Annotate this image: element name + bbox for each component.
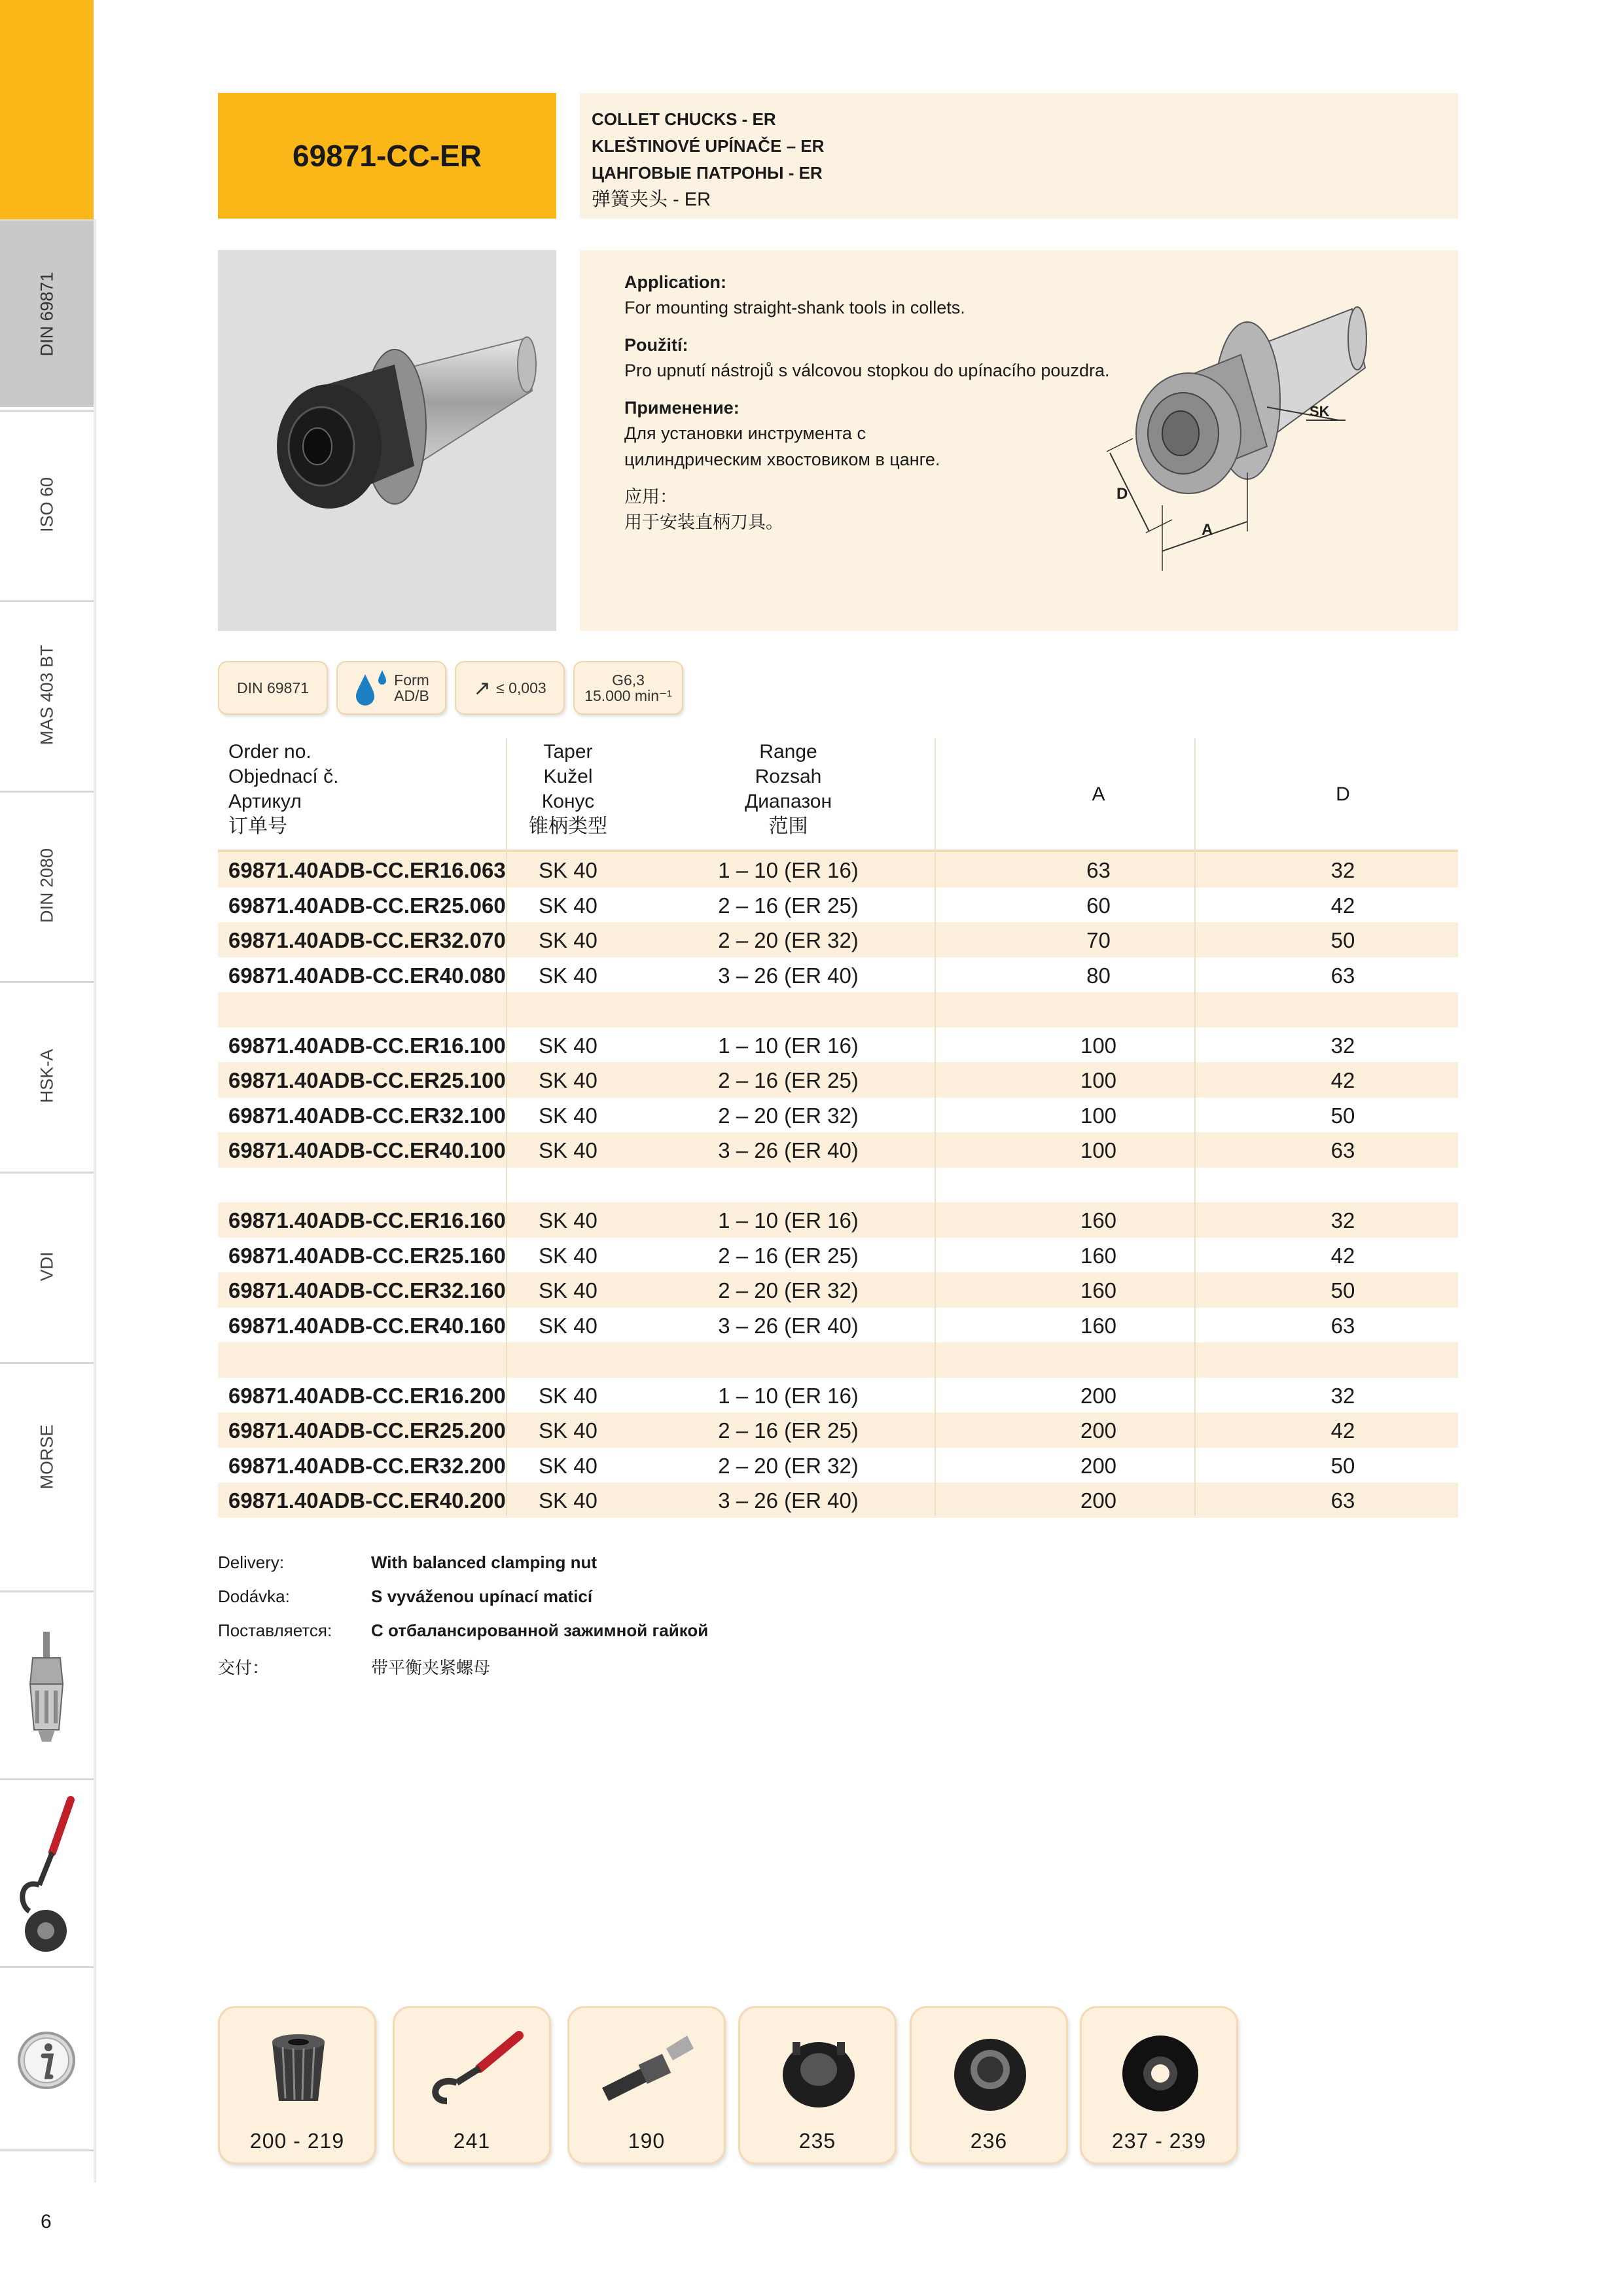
delivery-label: Delivery: — [218, 1552, 285, 1572]
header-taper-zh: 锥柄类型 — [529, 816, 607, 837]
cell-taper: SK 40 — [539, 1313, 597, 1338]
accessory-balanced-nut[interactable] — [1080, 2006, 1238, 2164]
application-text-en: For mounting straight-shank tools in collets. — [624, 298, 965, 317]
product-table — [218, 738, 1458, 1518]
accessory-clamping-nut-2[interactable] — [910, 2006, 1068, 2164]
cell-a: 100 — [1080, 1138, 1117, 1162]
clamping-nut-icon — [766, 2022, 871, 2121]
cell-order: 69871.40ADB-CC.ER32.200 — [228, 1453, 506, 1478]
cell-a: 100 — [1080, 1033, 1117, 1058]
table-body — [218, 852, 1458, 1518]
sidebar-tab-label: DIN 69871 — [37, 272, 56, 357]
cell-range: 1 – 10 (ER 16) — [718, 1033, 859, 1058]
application-text — [624, 270, 1122, 535]
sidebar-divider — [94, 219, 96, 2183]
clamping-nut-icon — [938, 2022, 1043, 2121]
header-order-cz: Objednací č. — [228, 766, 339, 787]
cell-d: 42 — [1330, 893, 1355, 918]
delivery-label: 交付： — [218, 1658, 270, 1677]
sidebar-tab-label: DIN 2080 — [37, 848, 56, 924]
cell-order: 69871.40ADB-CC.ER40.080 — [228, 963, 506, 988]
table-header — [218, 738, 1458, 852]
application-heading-zh: 应用： — [624, 487, 677, 507]
cell-order: 69871.40ADB-CC.ER32.160 — [228, 1278, 506, 1302]
table-row — [218, 1238, 1458, 1273]
badge-balance-grade: G6,3 — [612, 672, 645, 689]
delivery-row-en — [218, 1552, 1003, 1585]
balanced-nut-icon — [1108, 2022, 1213, 2121]
accessory-pages: 241 — [453, 2129, 491, 2153]
header-range — [630, 738, 946, 850]
cell-d: 50 — [1330, 1103, 1355, 1128]
accessory-pages: 237 - 239 — [1111, 2129, 1207, 2153]
cell-d: 42 — [1330, 1418, 1355, 1443]
cell-order: 69871.40ADB-CC.ER25.200 — [228, 1418, 506, 1443]
cell-taper: SK 40 — [539, 1068, 597, 1092]
cell-taper: SK 40 — [539, 1418, 597, 1443]
sidebar-tab-wrench[interactable] — [0, 1778, 94, 1966]
sidebar-tab-info[interactable] — [0, 1966, 94, 2151]
badge-din: DIN 69871 — [218, 661, 328, 715]
cell-d: 50 — [1330, 928, 1355, 952]
delivery-row-ru — [218, 1621, 1003, 1653]
table-row — [218, 1448, 1458, 1483]
table-row — [218, 1028, 1458, 1063]
sidebar-tab[interactable] — [0, 219, 94, 407]
sidebar-tab[interactable] — [0, 981, 94, 1169]
badge-form — [336, 661, 446, 715]
header-range-ru: Диапазон — [744, 791, 832, 812]
accessory-pages: 200 - 219 — [249, 2129, 345, 2153]
cell-a: 200 — [1080, 1488, 1117, 1513]
cell-a: 160 — [1080, 1208, 1117, 1232]
application-heading-ru: Применение: — [624, 398, 740, 418]
cell-order: 69871.40ADB-CC.ER25.100 — [228, 1068, 506, 1092]
drill-chuck-icon — [0, 1592, 94, 1780]
sidebar-tab[interactable] — [0, 410, 94, 598]
delivery-row-zh — [218, 1655, 1003, 1687]
table-row — [218, 922, 1458, 958]
sidebar-tab-label: VDI — [37, 1251, 56, 1282]
header-taper-ru: Конус — [541, 791, 595, 812]
product-code: 69871-CC-ER — [218, 93, 556, 219]
wrench-and-nut-icon — [0, 1780, 94, 1968]
drawing-label-a: A — [1202, 521, 1213, 539]
cell-a: 160 — [1080, 1243, 1117, 1268]
header-order — [228, 738, 510, 850]
cell-d: 63 — [1330, 1138, 1355, 1162]
cell-a: 200 — [1080, 1453, 1117, 1478]
cell-taper: SK 40 — [539, 1033, 597, 1058]
cell-range: 2 – 20 (ER 32) — [718, 1103, 859, 1128]
cell-a: 63 — [1086, 858, 1111, 882]
drawing-label-d: D — [1116, 485, 1128, 503]
cell-taper: SK 40 — [539, 963, 597, 988]
sidebar-tab-drill-chuck[interactable] — [0, 1590, 94, 1778]
cell-d: 63 — [1330, 1488, 1355, 1513]
application-text-cz: Pro upnutí nástrojů s válcovou stopkou do upínacího pouzdra. — [624, 361, 1110, 380]
cell-range: 3 – 26 (ER 40) — [718, 1488, 859, 1513]
product-title-block — [580, 93, 1458, 219]
cell-range: 2 – 16 (ER 25) — [718, 1068, 859, 1092]
header-order-en: Order no. — [228, 741, 312, 762]
cell-order: 69871.40ADB-CC.ER16.160 — [228, 1208, 506, 1232]
cell-taper: SK 40 — [539, 858, 597, 882]
cell-taper: SK 40 — [539, 1138, 597, 1162]
title-line-en: COLLET CHUCKS - ER — [592, 109, 776, 129]
cell-taper: SK 40 — [539, 928, 597, 952]
table-row — [218, 1062, 1458, 1098]
header-taper — [506, 738, 630, 850]
column-divider — [1194, 738, 1196, 1516]
accessory-wrench[interactable] — [393, 2006, 551, 2164]
cell-range: 3 – 26 (ER 40) — [718, 1313, 859, 1338]
cell-a: 200 — [1080, 1383, 1117, 1408]
table-row — [218, 1378, 1458, 1413]
badge-balance-speed: 15.000 min⁻¹ — [584, 687, 672, 704]
badge-form-line1: Form — [394, 672, 429, 689]
collet-chuck-photo-icon — [218, 250, 556, 631]
wrench-icon — [421, 2022, 526, 2121]
cell-d: 42 — [1330, 1068, 1355, 1092]
cell-range: 3 – 26 (ER 40) — [718, 1138, 859, 1162]
accessory-pull-stud[interactable] — [567, 2006, 726, 2164]
accessory-pages: 236 — [970, 2129, 1008, 2153]
sidebar-tab-label: ISO 60 — [37, 476, 56, 533]
cell-d: 32 — [1330, 1033, 1355, 1058]
badge-form-line2: AD/B — [394, 687, 429, 704]
table-row — [218, 1202, 1458, 1238]
table-row — [218, 1132, 1458, 1168]
cell-order: 69871.40ADB-CC.ER32.100 — [228, 1103, 506, 1128]
cell-order: 69871.40ADB-CC.ER16.100 — [228, 1033, 506, 1058]
delivery-value: 带平衡夹紧螺母 — [371, 1658, 491, 1677]
cell-d: 63 — [1330, 963, 1355, 988]
header-taper-en: Taper — [543, 741, 593, 762]
cell-d: 32 — [1330, 858, 1355, 882]
pull-stud-icon — [596, 2022, 700, 2121]
sidebar-tab-label: HSK-A — [37, 1049, 56, 1103]
runout-arrow-icon: ↗ — [473, 676, 491, 700]
header-range-cz: Rozsah — [755, 766, 822, 787]
table-row — [218, 1098, 1458, 1133]
application-text-zh: 用于安装直柄刀具。 — [624, 512, 783, 532]
cell-taper: SK 40 — [539, 1278, 597, 1302]
cell-order: 69871.40ADB-CC.ER25.160 — [228, 1243, 506, 1268]
cell-range: 1 – 10 (ER 16) — [718, 1383, 859, 1408]
cell-range: 2 – 16 (ER 25) — [718, 893, 859, 918]
accessory-pages: 235 — [798, 2129, 836, 2153]
cell-range: 2 – 20 (ER 32) — [718, 1453, 859, 1478]
cell-a: 160 — [1080, 1313, 1117, 1338]
cell-range: 2 – 20 (ER 32) — [718, 928, 859, 952]
badge-balance — [573, 661, 683, 715]
table-row — [218, 958, 1458, 993]
cell-d: 32 — [1330, 1383, 1355, 1408]
table-row — [218, 888, 1458, 923]
header-order-zh: 订单号 — [228, 816, 287, 837]
cell-taper: SK 40 — [539, 893, 597, 918]
cell-taper: SK 40 — [539, 1453, 597, 1478]
cell-d: 63 — [1330, 1313, 1355, 1338]
cell-range: 3 – 26 (ER 40) — [718, 963, 859, 988]
accessory-pages: 190 — [628, 2129, 666, 2153]
sidebar-tab[interactable] — [0, 791, 94, 978]
delivery-row-cz — [218, 1587, 1003, 1619]
sidebar-accent — [0, 0, 94, 219]
cell-order: 69871.40ADB-CC.ER40.160 — [228, 1313, 506, 1338]
delivery-label: Поставляется: — [218, 1621, 332, 1640]
collet-icon — [246, 2022, 351, 2121]
cell-range: 1 – 10 (ER 16) — [718, 1208, 859, 1232]
cell-a: 80 — [1086, 963, 1111, 988]
delivery-value: С отбалансированной зажимной гайкой — [371, 1621, 709, 1640]
sidebar-tab[interactable] — [0, 1362, 94, 1550]
table-spacer-row — [218, 1168, 1458, 1203]
cell-a: 100 — [1080, 1103, 1117, 1128]
cell-taper: SK 40 — [539, 1103, 597, 1128]
info-icon — [0, 1968, 94, 2153]
application-heading-en: Application: — [624, 272, 726, 292]
coolant-drop-icon — [353, 668, 390, 708]
header-a: A — [1092, 783, 1105, 805]
sidebar-tab-label: MAS 403 BT — [37, 645, 56, 745]
header-range-en: Range — [759, 741, 817, 762]
cell-range: 2 – 16 (ER 25) — [718, 1418, 859, 1443]
cell-d: 50 — [1330, 1453, 1355, 1478]
application-text-ru: Для установки инструмента с цилиндрическим хвостовиком в цанге. — [624, 423, 940, 469]
cell-d: 32 — [1330, 1208, 1355, 1232]
application-panel — [580, 250, 1458, 631]
sidebar-tab[interactable] — [0, 1172, 94, 1359]
product-photo — [218, 250, 556, 631]
header-order-ru: Артикул — [228, 791, 302, 812]
header-range-zh: 范围 — [768, 816, 808, 837]
cell-order: 69871.40ADB-CC.ER16.063 — [228, 858, 506, 882]
delivery-label: Dodávka: — [218, 1587, 290, 1606]
table-row — [218, 1272, 1458, 1308]
cell-a: 200 — [1080, 1418, 1117, 1443]
column-divider — [506, 738, 507, 1516]
table-row — [218, 1412, 1458, 1448]
title-line-ru: ЦАНГОВЫЕ ПАТРОНЫ - ER — [592, 163, 823, 183]
application-heading-cz: Použití: — [624, 335, 688, 355]
cell-range: 1 – 10 (ER 16) — [718, 858, 859, 882]
cell-a: 100 — [1080, 1068, 1117, 1092]
column-divider — [935, 738, 936, 1516]
drawing-label-sk: SK — [1310, 403, 1330, 420]
cell-order: 69871.40ADB-CC.ER32.070 — [228, 928, 506, 952]
cell-order: 69871.40ADB-CC.ER40.200 — [228, 1488, 506, 1513]
badge-runout — [455, 661, 565, 715]
cell-a: 70 — [1086, 928, 1111, 952]
table-row — [218, 1308, 1458, 1343]
delivery-value: With balanced clamping nut — [371, 1552, 597, 1572]
cell-taper: SK 40 — [539, 1488, 597, 1513]
page-number: 6 — [41, 2211, 52, 2233]
cell-order: 69871.40ADB-CC.ER40.100 — [228, 1138, 506, 1162]
accessory-clamping-nut[interactable] — [738, 2006, 897, 2164]
table-row — [218, 1482, 1458, 1518]
sidebar-tab-label: MORSE — [37, 1424, 56, 1490]
table-spacer-row — [218, 1342, 1458, 1378]
cell-d: 42 — [1330, 1243, 1355, 1268]
cell-taper: SK 40 — [539, 1208, 597, 1232]
header-taper-cz: Kužel — [543, 766, 593, 787]
cell-order: 69871.40ADB-CC.ER16.200 — [228, 1383, 506, 1408]
cell-range: 2 – 20 (ER 32) — [718, 1278, 859, 1302]
cell-range: 2 – 16 (ER 25) — [718, 1243, 859, 1268]
cell-order: 69871.40ADB-CC.ER25.060 — [228, 893, 506, 918]
table-spacer-row — [218, 992, 1458, 1028]
cell-a: 160 — [1080, 1278, 1117, 1302]
delivery-value: S vyváženou upínací maticí — [371, 1587, 593, 1606]
cell-taper: SK 40 — [539, 1383, 597, 1408]
table-row — [218, 852, 1458, 888]
technical-drawing — [1103, 276, 1457, 603]
cell-a: 60 — [1086, 893, 1111, 918]
title-line-zh: 弹簧夹头 - ER — [592, 189, 711, 210]
header-d: D — [1336, 783, 1350, 805]
cell-d: 50 — [1330, 1278, 1355, 1302]
accessory-collet[interactable] — [218, 2006, 376, 2164]
sidebar-tab[interactable] — [0, 600, 94, 788]
badge-runout-value: ≤ 0,003 — [496, 679, 546, 696]
cell-taper: SK 40 — [539, 1243, 597, 1268]
title-line-cz: KLEŠTINOVÉ UPÍNAČE – ER — [592, 136, 825, 156]
